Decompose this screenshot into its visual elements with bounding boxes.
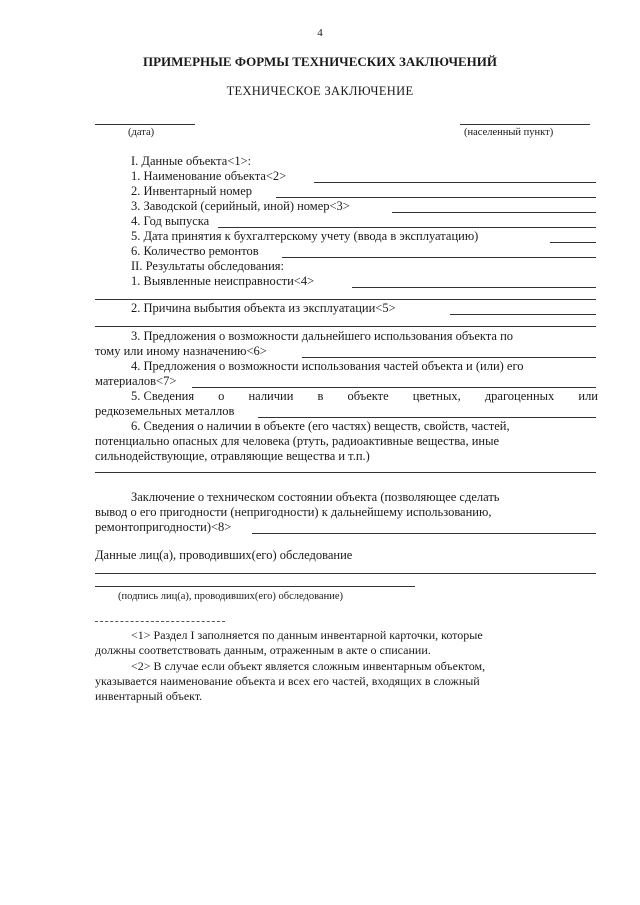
parts-use-text1: 4. Предложения о возможности использования частей объекта и (или) его bbox=[131, 359, 524, 373]
page-number: 4 bbox=[317, 27, 323, 39]
field-inventory-label: 2. Инвентарный номер bbox=[131, 184, 253, 198]
faults-line-2 bbox=[95, 299, 596, 300]
place-label: (населенный пункт) bbox=[464, 127, 554, 138]
hazard-text2: потенциально опасных для человека (ртуть, радиоактивные вещества, иные bbox=[95, 434, 500, 448]
footnote1-text2: должны соответствовать данным, отраженным в акте о списании. bbox=[95, 643, 431, 657]
footnote-separator bbox=[95, 621, 225, 622]
metals-word: наличии bbox=[248, 389, 294, 403]
hazard-line bbox=[95, 472, 596, 473]
field-name-label: 1. Наименование объекта<2> bbox=[131, 169, 287, 183]
metals-word: или bbox=[578, 389, 598, 403]
conclusion-text3: ремонтопригодности)<8> bbox=[95, 520, 232, 534]
field-inventory-line bbox=[276, 197, 596, 198]
field-year-label: 4. Год выпуска bbox=[131, 214, 210, 228]
faults-line bbox=[352, 287, 596, 288]
metals-line bbox=[258, 417, 596, 418]
disposal-reason-line-2 bbox=[95, 326, 596, 327]
metals-word: объекте bbox=[347, 389, 389, 403]
section2-heading: II. Результаты обследования: bbox=[131, 259, 285, 273]
further-use-line1 bbox=[131, 329, 598, 344]
footnote2-text2: указывается наименование объекта и всех его частей, входящих в сложный bbox=[95, 674, 480, 688]
date-field-line bbox=[95, 124, 195, 125]
field-name-line bbox=[314, 182, 596, 183]
field-accounting-date-line bbox=[550, 242, 596, 243]
field-serial-line bbox=[392, 212, 596, 213]
document-subtitle: ТЕХНИЧЕСКОЕ ЗАКЛЮЧЕНИЕ bbox=[226, 84, 414, 98]
metals-word: драгоценных bbox=[484, 389, 555, 403]
metals-line1 bbox=[131, 389, 598, 404]
metals-word: цветных, bbox=[412, 389, 461, 403]
footnote1-line1 bbox=[131, 628, 598, 643]
disposal-reason-line bbox=[450, 314, 596, 315]
persons-line-1 bbox=[95, 573, 596, 574]
persons-label: Данные лиц(а), проводивших(его) обследование bbox=[95, 548, 353, 562]
footnote2-text1: <2> В случае если объект является сложным инвентарным объектом, bbox=[131, 659, 486, 673]
metals-text2: редкоземельных металлов bbox=[95, 404, 235, 418]
footnote1-text1: <1> Раздел I заполняется по данным инвентарной карточки, которые bbox=[131, 628, 483, 642]
conclusion-text1: Заключение о техническом состоянии объекта (позволяющее сделать bbox=[131, 490, 500, 504]
metals-word: в bbox=[317, 389, 324, 403]
metals-word: о bbox=[218, 389, 225, 403]
persons-line-2 bbox=[95, 586, 415, 587]
signature-label: (подпись лиц(а), проводивших(его) обследование) bbox=[118, 591, 343, 602]
further-use-text1: 3. Предложения о возможности дальнейшего использования объекта по bbox=[131, 329, 514, 343]
parts-use-text2: материалов<7> bbox=[95, 374, 177, 388]
parts-use-line bbox=[192, 387, 596, 388]
conclusion-text2: вывод о его пригодности (непригодности) к дальнейшему использованию, bbox=[95, 505, 492, 519]
further-use-text2: тому или иному назначению<6> bbox=[95, 344, 267, 358]
conclusion-line bbox=[252, 533, 596, 534]
field-accounting-date-label: 5. Дата принятия к бухгалтерскому учету (ввода в эксплуатацию) bbox=[131, 229, 479, 243]
field-year-line bbox=[218, 227, 596, 228]
hazard-text3: сильнодействующие, отравляющие вещества и т.п.) bbox=[95, 449, 370, 463]
place-field-line bbox=[460, 124, 590, 125]
date-label: (дата) bbox=[128, 127, 155, 138]
hazard-text1: 6. Сведения о наличии в объекте (его частях) веществ, свойств, частей, bbox=[131, 419, 510, 433]
disposal-reason-label: 2. Причина выбытия объекта из эксплуатации<5> bbox=[131, 301, 396, 315]
field-repairs-line bbox=[282, 257, 596, 258]
faults-label: 1. Выявленные неисправности<4> bbox=[131, 274, 315, 288]
field-serial-label: 3. Заводской (серийный, иной) номер<3> bbox=[131, 199, 350, 213]
further-use-line bbox=[302, 357, 596, 358]
footnote2-text3: инвентарный объект. bbox=[95, 689, 203, 703]
metals-word: 5. Сведения bbox=[131, 389, 195, 403]
field-repairs-label: 6. Количество ремонтов bbox=[131, 244, 259, 258]
section1-heading: I. Данные объекта<1>: bbox=[131, 154, 252, 168]
document-title: ПРИМЕРНЫЕ ФОРМЫ ТЕХНИЧЕСКИХ ЗАКЛЮЧЕНИЙ bbox=[142, 54, 498, 69]
